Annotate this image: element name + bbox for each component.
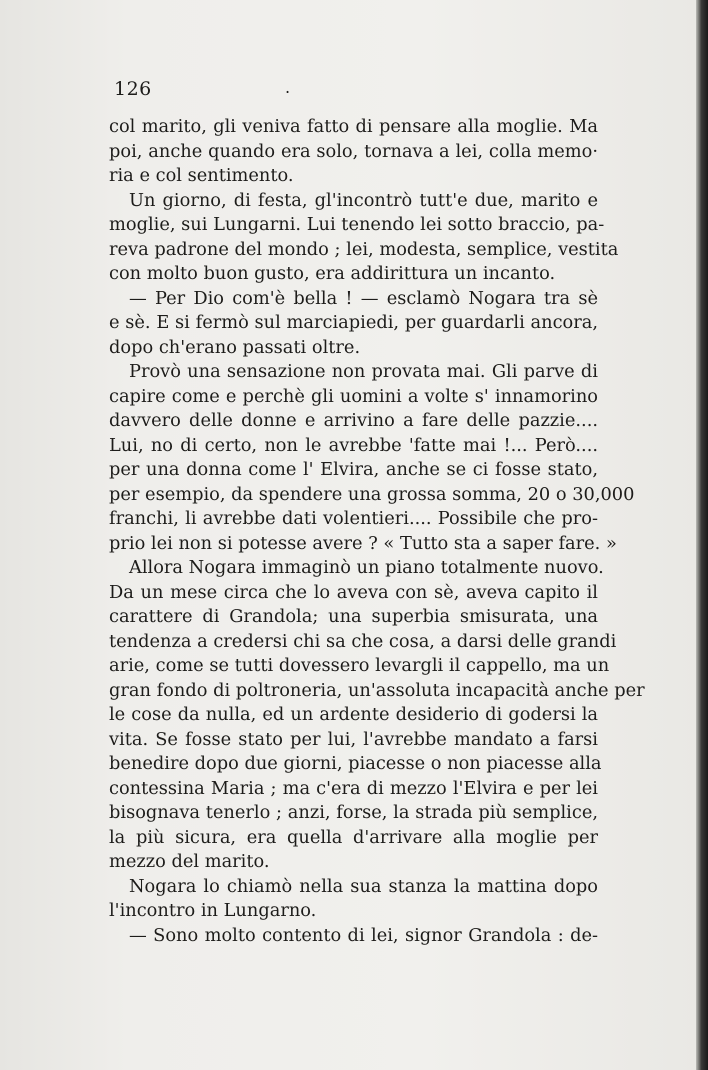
text-line: carattere di Grandola; una superbia smisurata, una: [109, 606, 598, 627]
text-line: moglie, sui Lungarni. Lui tenendo lei sotto braccio, pa-: [109, 214, 605, 235]
text-line: franchi, li avrebbe dati volentieri.... Possibile che pro-: [109, 508, 598, 529]
text-line: reva padrone del mondo ; lei, modesta, semplice, vestita: [109, 238, 619, 260]
text-line: Provò una sensazione non provata mai. Gli parve di: [129, 361, 598, 382]
text-line: davvero delle donne e arrivino a fare delle pazzie....: [109, 410, 598, 431]
text-line: e sè. E si fermò sul marciapiedi, per guardarli ancora,: [109, 312, 598, 333]
text-line: arie, come se tutti dovessero levargli il cappello, ma un: [109, 655, 610, 676]
text-line: Allora Nogara immaginò un piano totalmente nuovo.: [129, 557, 604, 578]
text-line: per esempio, da spendere una grossa somma, 20 o 30,000: [109, 483, 635, 505]
text-line: bisognava tenerlo ; anzi, forse, la strada più semplice,: [109, 802, 598, 823]
text-line: — Per Dio com'è bella ! — esclamò Nogara tra sè: [129, 287, 598, 309]
text-line: dopo ch'erano passati oltre.: [109, 336, 361, 358]
text-line: Da un mese circa che lo aveva con sè, aveva capito il: [109, 581, 598, 603]
text-line: la più sicura, era quella d'arrivare alla moglie per: [109, 826, 598, 848]
text-line: per una donna come l' Elvira, anche se ci fosse stato,: [109, 459, 598, 480]
book-spine-shadow: [696, 0, 708, 1070]
text-line: Nogara lo chiamò nella sua stanza la mattina dopo: [129, 875, 598, 897]
page-number: 126: [114, 78, 152, 100]
text-line: Lui, no di certo, non le avrebbe 'fatte mai !... Però....: [109, 434, 598, 456]
text-line: le cose da nulla, ed un ardente desiderio di godersi la: [109, 704, 598, 725]
text-line: col marito, gli veniva fatto di pensare alla moglie. Ma: [109, 116, 598, 137]
header-mark: .: [285, 78, 291, 97]
text-line: vita. Se fosse stato per lui, l'avrebbe mandato a farsi: [109, 728, 598, 750]
text-line: ria e col sentimento.: [109, 165, 294, 186]
body-text: [109, 115, 645, 948]
text-line: con molto buon gusto, era addirittura un incanto.: [109, 263, 556, 284]
text-line: capire come e perchè gli uomini a volte s' innamorino: [109, 385, 598, 407]
text-line: l'incontro in Lungarno.: [109, 900, 317, 921]
text-line: prio lei non si potesse avere ? « Tutto sta a saper fare. »: [109, 532, 617, 554]
text-line: — Sono molto contento di lei, signor Grandola : de-: [129, 924, 598, 946]
text-line: gran fondo di poltroneria, un'assoluta incapacità anche per: [109, 679, 645, 701]
text-line: tendenza a credersi chi sa che cosa, a darsi delle grandi: [109, 630, 617, 652]
text-line: Un giorno, di festa, gl'incontrò tutt'e due, marito e: [129, 189, 598, 211]
text-line: poi, anche quando era solo, tornava a lei, colla memo·: [109, 140, 598, 162]
text-line: benedire dopo due giorni, piacesse o non piacesse alla: [109, 753, 602, 774]
text-line: contessina Maria ; ma c'era di mezzo l'Elvira e per lei: [109, 777, 598, 799]
text-line: mezzo del marito.: [109, 851, 270, 872]
